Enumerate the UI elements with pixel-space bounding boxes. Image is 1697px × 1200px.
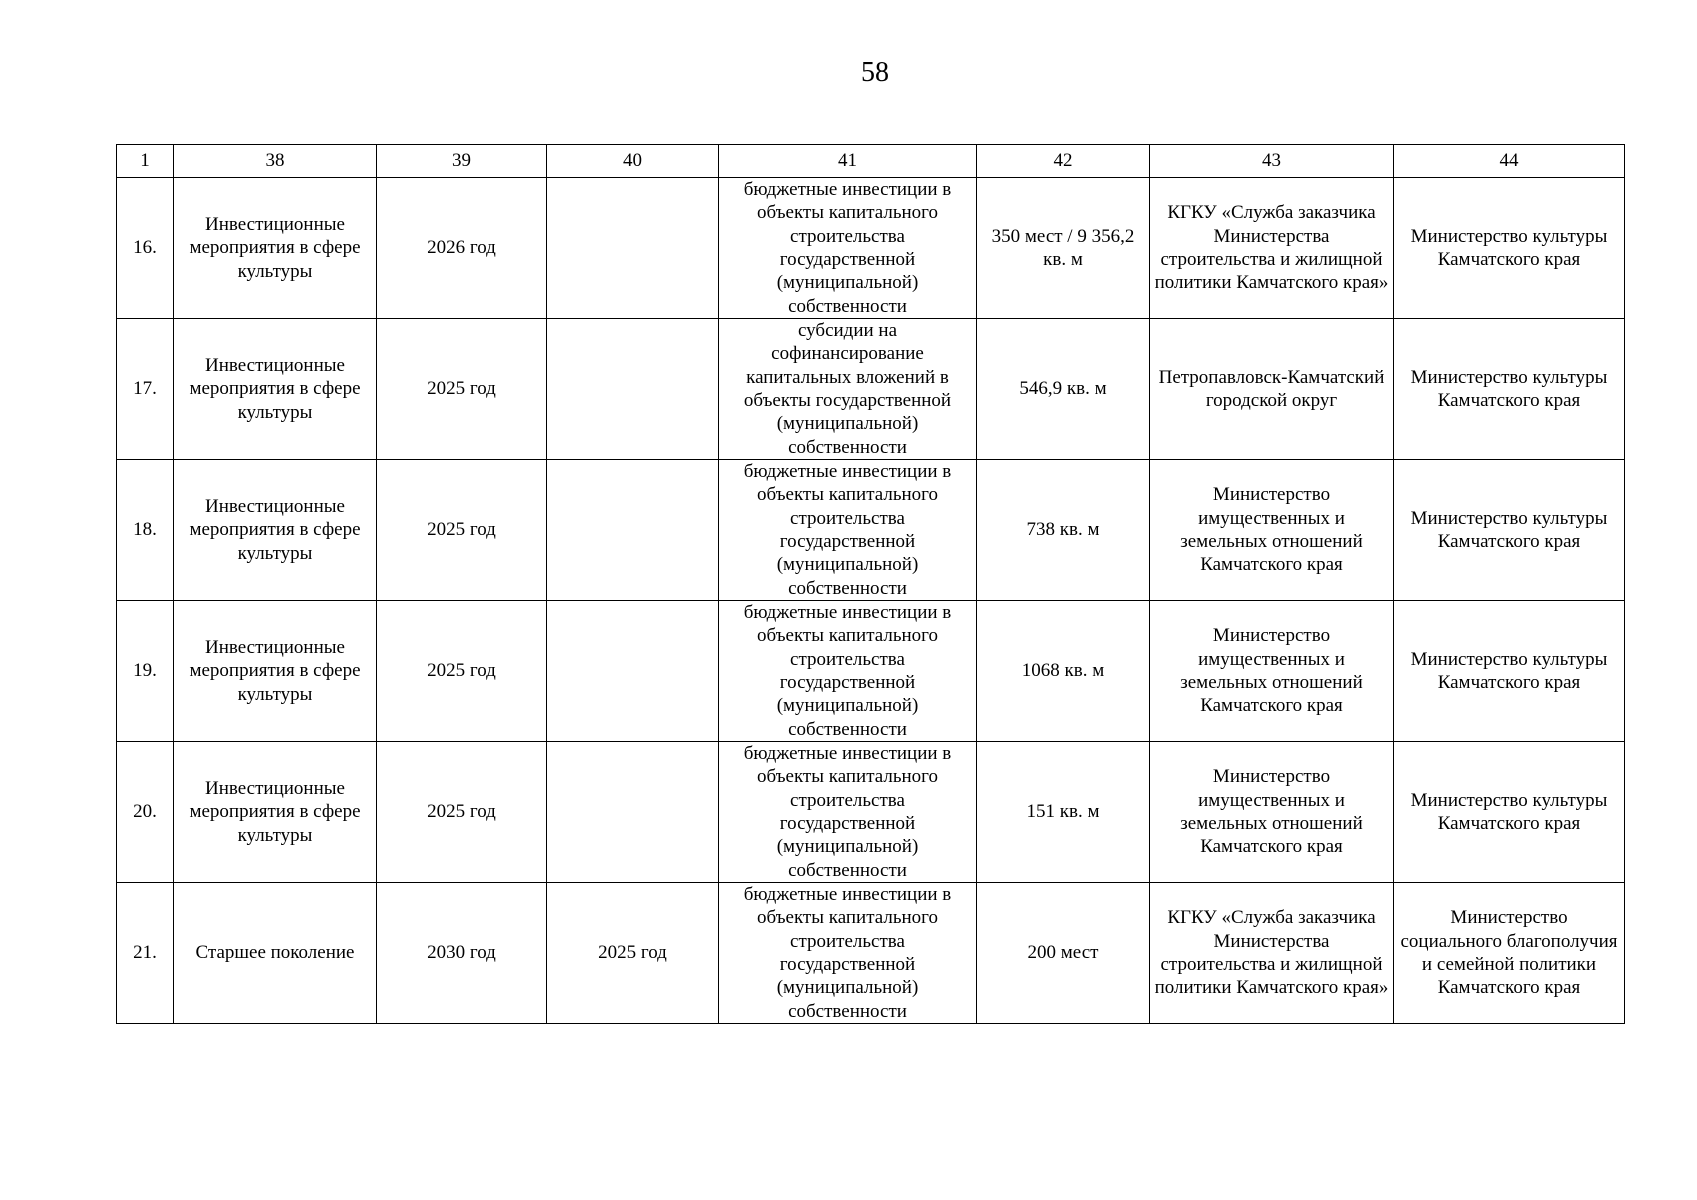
capacity-cell: 151 кв. м [977,742,1150,883]
table-row [117,319,1625,460]
table-row [117,178,1625,319]
year-cell: 2025 год [377,460,547,601]
year-2-cell [547,178,719,319]
ministry-cell: Министерство культуры Камчатского края [1394,319,1625,460]
event-name-cell: Инвестиционные мероприятия в сфере культуры [174,178,377,319]
column-header: 44 [1394,145,1625,178]
ministry-cell: Министерство культуры Камчатского края [1394,178,1625,319]
year-2-cell [547,742,719,883]
row-number-cell: 21. [117,883,174,1024]
column-header: 40 [547,145,719,178]
column-header: 41 [719,145,977,178]
table-row [117,460,1625,601]
event-name-cell: Инвестиционные мероприятия в сфере культуры [174,601,377,742]
ministry-cell: Министерство культуры Камчатского края [1394,460,1625,601]
year-cell: 2025 год [377,319,547,460]
page-number: 58 [861,57,889,88]
investment-type-cell: бюджетные инвестиции в объекты капитального строительства государственной (муниципальной) собственности [719,178,977,319]
capacity-cell: 200 мест [977,883,1150,1024]
ministry-cell: Министерство социального благополучия и семейной политики Камчатского края [1394,883,1625,1024]
customer-cell: КГКУ «Служба заказчика Министерства строительства и жилищной политики Камчатского края» [1150,883,1394,1024]
column-header: 38 [174,145,377,178]
year-2-cell [547,601,719,742]
investment-type-cell: бюджетные инвестиции в объекты капитального строительства государственной (муниципальной) собственности [719,460,977,601]
capacity-cell: 350 мест / 9 356,2 кв. м [977,178,1150,319]
row-number-cell: 19. [117,601,174,742]
data-table [116,144,1625,1024]
investment-type-cell: бюджетные инвестиции в объекты капитального строительства государственной (муниципальной) собственности [719,601,977,742]
capacity-cell: 546,9 кв. м [977,319,1150,460]
column-header: 43 [1150,145,1394,178]
row-number-cell: 17. [117,319,174,460]
year-2-cell: 2025 год [547,883,719,1024]
column-header: 42 [977,145,1150,178]
capacity-cell: 738 кв. м [977,460,1150,601]
column-header: 39 [377,145,547,178]
row-number-cell: 20. [117,742,174,883]
year-cell: 2030 год [377,883,547,1024]
customer-cell: Петропавловск-Камчатский городской округ [1150,319,1394,460]
year-2-cell [547,319,719,460]
ministry-cell: Министерство культуры Камчатского края [1394,742,1625,883]
table-row [117,601,1625,742]
investment-type-cell: субсидии на софинансирование капитальных вложений в объекты государственной (муниципальной) собственности [719,319,977,460]
investment-type-cell: бюджетные инвестиции в объекты капитального строительства государственной (муниципальной) собственности [719,742,977,883]
investment-type-cell: бюджетные инвестиции в объекты капитального строительства государственной (муниципальной) собственности [719,883,977,1024]
year-cell: 2025 год [377,601,547,742]
year-cell: 2026 год [377,178,547,319]
customer-cell: Министерство имущественных и земельных отношений Камчатского края [1150,742,1394,883]
table-row [117,883,1625,1024]
ministry-cell: Министерство культуры Камчатского края [1394,601,1625,742]
customer-cell: Министерство имущественных и земельных отношений Камчатского края [1150,601,1394,742]
row-number-cell: 18. [117,460,174,601]
header-row [117,145,1625,178]
year-2-cell [547,460,719,601]
customer-cell: Министерство имущественных и земельных отношений Камчатского края [1150,460,1394,601]
row-number-cell: 16. [117,178,174,319]
customer-cell: КГКУ «Служба заказчика Министерства строительства и жилищной политики Камчатского края» [1150,178,1394,319]
year-cell: 2025 год [377,742,547,883]
event-name-cell: Инвестиционные мероприятия в сфере культуры [174,460,377,601]
event-name-cell: Инвестиционные мероприятия в сфере культуры [174,742,377,883]
table-row [117,742,1625,883]
capacity-cell: 1068 кв. м [977,601,1150,742]
column-header: 1 [117,145,174,178]
event-name-cell: Инвестиционные мероприятия в сфере культуры [174,319,377,460]
event-name-cell: Старшее поколение [174,883,377,1024]
